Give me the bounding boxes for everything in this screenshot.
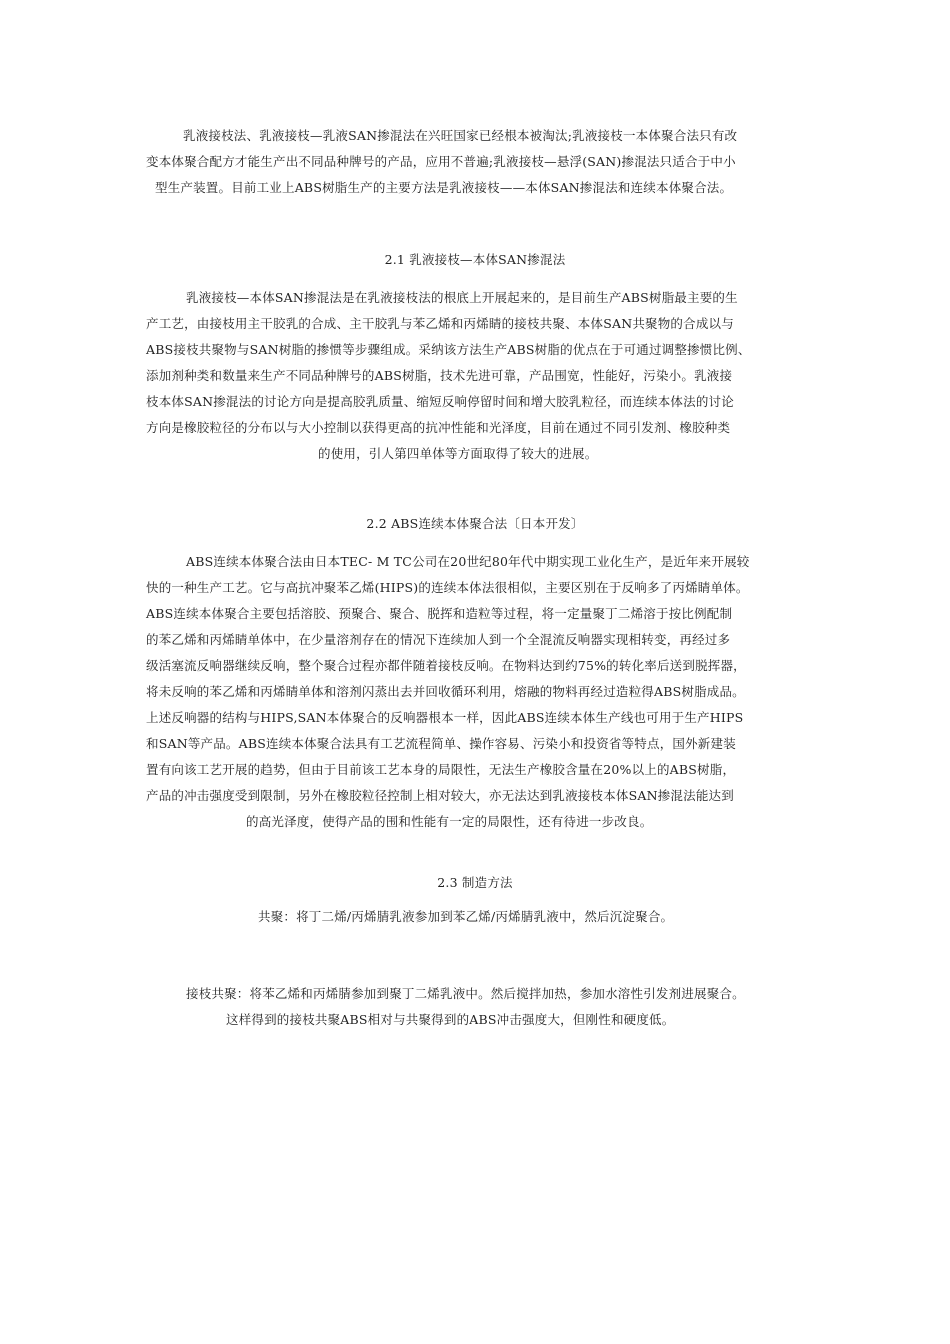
paragraph-line: 级活塞流反响器继续反响，整个聚合过程亦都伴随着接枝反响。在物料达到约75%的转化率后送到脱挥器， [146, 658, 746, 673]
copolymerization-line: 共聚：将丁二烯/丙烯腈乳液参加到苯乙烯/丙烯腈乳液中，然后沉淀聚合。 [258, 909, 674, 924]
section-heading-2-1: 2.1 乳液接枝—本体SAN掺混法 [384, 252, 566, 267]
paragraph-line: ABS连续本体聚合主要包括溶胶、预聚合、聚合、脱挥和造粒等过程，将一定量聚丁二烯溶于按比例配制 [146, 606, 733, 621]
paragraph-line: 快的一种生产工艺。它与高抗冲聚苯乙烯(HIPS)的连续本体法很相似，主要区别在于反响多了丙烯睛单体。 [146, 580, 749, 595]
paragraph-line: 上述反响器的结构与HIPS,SAN本体聚合的反响器根本一样，因此ABS连续本体生产线也可用于生产HIPS [146, 710, 744, 725]
section-heading-2-3: 2.3 制造方法 [437, 875, 513, 890]
paragraph-line: 和SAN等产品。ABS连续本体聚合法具有工艺流程简单、操作容易、污染小和投资省等特点，国外新建装 [146, 736, 736, 751]
paragraph-line: 的使用，引人第四单体等方面取得了较大的进展。 [318, 446, 598, 461]
paragraph-line: 的苯乙烯和丙烯睛单体中，在少量溶剂存在的情况下连续加人到一个全混流反响器实现相转变，再经过多 [146, 632, 731, 647]
paragraph-line: 产品的冲击强度受到限制，另外在橡胶粒径控制上相对较大，亦无法达到乳液接枝本体SAN掺混法能达到 [146, 788, 734, 803]
paragraph-line: 将未反响的苯乙烯和丙烯睛单体和溶剂闪蒸出去并回收循环利用，熔融的物料再经过造粒得ABS树脂成品。 [146, 684, 745, 699]
graft-copolymerization-line: 接枝共聚：将苯乙烯和丙烯腈参加到聚丁二烯乳液中。然后搅拌加热，参加水溶性引发剂进展聚合。 [186, 986, 745, 1001]
paragraph-line: ABS接枝共聚物与SAN树脂的掺惯等步骤组成。采纳该方法生产ABS树脂的优点在于可通过调整掺惯比例、 [146, 342, 751, 357]
paragraph-line: 添加剂种类和数量来生产不同品种牌号的ABS树脂，技术先进可靠，产品围宽，性能好，污染小。乳液接 [146, 368, 733, 383]
paragraph-line: 枝本体SAN掺混法的讨论方向是提高胶乳质量、缩短反响停留时间和增大胶乳粒径，而连续本体法的讨论 [146, 394, 734, 409]
paragraph-line: ABS连续本体聚合法由日本TEC- M TC公司在20世纪80年代中期实现工业化生产，是近年来开展较 [186, 554, 750, 569]
paragraph-line: 方向是橡胶粒径的分布以与大小控制以获得更高的抗冲性能和光泽度，目前在通过不同引发剂、橡胶种类 [146, 420, 731, 435]
intro-line: 乳液接枝法、乳液接枝—乳液SAN掺混法在兴旺国家已经根本被淘汰;乳液接枝一本体聚合法只有改 [183, 128, 738, 143]
paragraph-line: 产工艺，由接枝用主干胶乳的合成、主干胶乳与苯乙烯和丙烯睛的接枝共聚、本体SAN共聚物的合成以与 [146, 316, 734, 331]
intro-line: 型生产装置。目前工业上ABS树脂生产的主要方法是乳液接枝——本体SAN掺混法和连续本体聚合法。 [155, 180, 733, 195]
paragraph-line: 置有向该工艺开展的趋势，但由于目前该工艺本身的局限性，无法生产橡胶含量在20%以上的ABS树脂， [146, 762, 736, 777]
intro-line: 变本体聚合配方才能生产出不同品种牌号的产品，应用不普遍;乳液接枝—悬浮(SAN)掺混法只适合于中小 [146, 154, 736, 169]
graft-copolymerization-line: 这样得到的接枝共聚ABS相对与共聚得到的ABS冲击强度大，但刚性和硬度低。 [226, 1012, 675, 1027]
paragraph-line: 乳液接枝—本体SAN掺混法是在乳液接枝法的根底上开展起来的，是目前生产ABS树脂最主要的生 [186, 290, 738, 305]
paragraph-line: 的高光泽度，使得产品的围和性能有一定的局限性，还有待进一步改良。 [246, 814, 653, 829]
section-heading-2-2: 2.2 ABS连续本体聚合法〔日本开发〕 [366, 516, 584, 531]
